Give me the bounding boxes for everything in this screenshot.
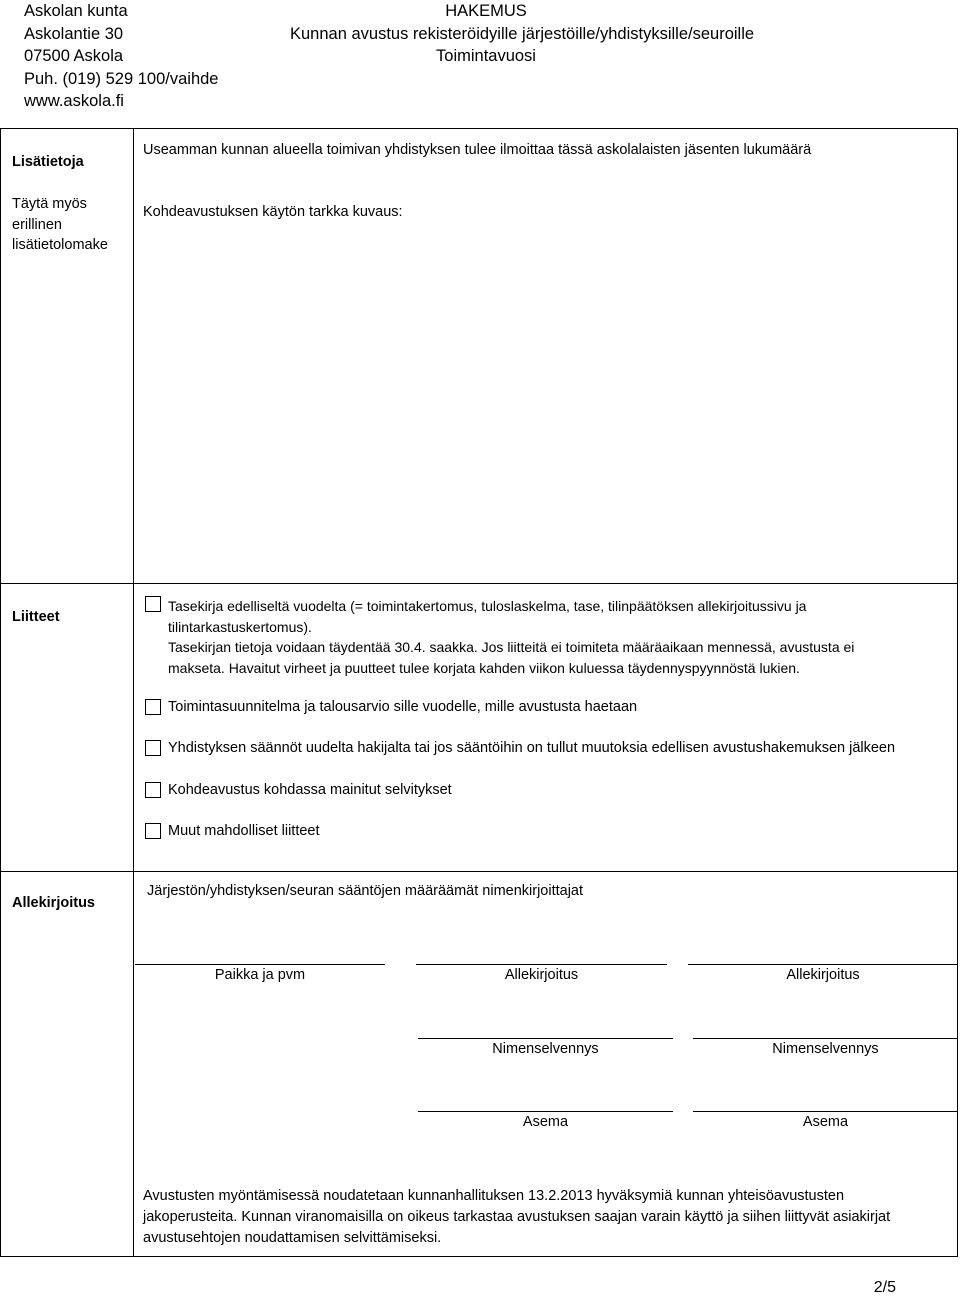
place-date-label: Paikka ja pvm <box>214 967 306 983</box>
position-label-1: Asema <box>522 1114 569 1130</box>
position-line-2[interactable] <box>693 1111 958 1112</box>
org-postal: 07500 Askola <box>24 47 124 66</box>
name-clarification-line-1[interactable] <box>418 1038 673 1039</box>
position-line-1[interactable] <box>418 1111 673 1112</box>
note-line: lisätietolomake <box>12 237 108 253</box>
position-label-2: Asema <box>802 1114 849 1130</box>
org-website: www.askola.fi <box>24 92 124 111</box>
section-label-liitteet: Liitteet <box>12 609 60 625</box>
signature-line-1[interactable] <box>416 964 667 965</box>
document-title: HAKEMUS <box>445 2 527 20</box>
attachment-text-line: Tasekirjan tietoja voidaan täydentää 30.4. saakka. Jos liitteitä ei toimiteta määräaikaan mennessä, avustusta ei <box>168 639 855 655</box>
notice-line: jakoperusteita. Kunnan viranomaisilla on oikeus tarkastaa avustuksen saajan varain käyttö ja siihen liittyvät asiakirjat <box>143 1208 891 1225</box>
attachment-action-plan-label: Toimintasuunnitelma ja talousarvio sille vuodelle, mille avustusta haetaan <box>168 699 638 715</box>
member-count-instruction: Useamman kunnan alueella toimivan yhdistyksen tulee ilmoittaa tässä askolalaisten jäsenten lukumäärä <box>143 142 812 158</box>
attachment-checkbox-financial-statements[interactable] <box>145 596 161 612</box>
row-divider-1 <box>1 583 957 584</box>
signatories-intro: Järjestön/yhdistyksen/seuran sääntöjen määräämät nimenkirjoittajat <box>147 883 584 899</box>
notice-line: Avustusten myöntämisessä noudatetaan kunnanhallituksen 13.2.2013 hyväksymiä kunnan yhteisöavustusten <box>143 1188 845 1204</box>
row-divider-2 <box>1 871 957 872</box>
attachment-checkbox-targeted-grant-reports[interactable] <box>145 782 161 798</box>
usage-description-field[interactable] <box>135 225 955 579</box>
page-number: 2/5 <box>873 1279 896 1296</box>
document-heading <box>290 0 755 68</box>
signature-label-2: Allekirjoitus <box>786 967 860 983</box>
attachment-checkbox-other[interactable] <box>145 823 161 839</box>
attachment-text-line: Tasekirja edelliseltä vuodelta (= toimintakertomus, tuloslaskelma, tase, tilinpäätöksen allekirjoitussivu ja <box>168 598 807 614</box>
signature-line-2[interactable] <box>688 964 958 965</box>
attachment-bylaws-label: Yhdistyksen säännöt uudelta hakijalta tai jos sääntöihin on tullut muutoksia edellisen avustushakemuksen jälkeen <box>168 740 896 756</box>
year-label: Toimintavuosi <box>436 47 536 66</box>
note-line: erillinen <box>12 216 62 233</box>
section-label-lisatietoja: Lisätietoja <box>12 154 84 170</box>
org-phone: Puh. (019) 529 100/vaihde <box>24 69 219 88</box>
usage-description-label: Kohdeavustuksen käytön tarkka kuvaus: <box>143 204 403 220</box>
org-street: Askolantie 30 <box>24 24 124 43</box>
notice-line: avustusehtojen noudattamisen selvittämiseksi. <box>143 1229 442 1246</box>
application-form-table <box>0 128 958 1257</box>
attachment-text-line: makseta. Havaitut virheet ja puutteet tulee korjata kahden viikon kuluessa täydennyspyynnöstä lukien. <box>168 659 800 676</box>
attachment-text-line: tilintarkastuskertomus). <box>168 618 312 635</box>
signature-label-1: Allekirjoitus <box>504 967 579 983</box>
name-clarification-label-1: Nimenselvennys <box>492 1041 599 1057</box>
organization-address <box>24 0 218 113</box>
column-divider <box>133 129 134 1256</box>
attachment-other-label: Muut mahdolliset liitteet <box>168 823 320 839</box>
document-subtitle: Kunnan avustus rekisteröidyille järjestöille/yhdistyksille/seuroille <box>290 24 755 43</box>
attachment-targeted-grant-label: Kohdeavustus kohdassa mainitut selvitykset <box>168 782 452 798</box>
attachment-checkbox-action-plan[interactable] <box>145 699 161 715</box>
attachment-checkbox-bylaws[interactable] <box>145 740 161 756</box>
name-clarification-line-2[interactable] <box>693 1038 958 1039</box>
org-name: Askolan kunta <box>24 2 128 20</box>
section-label-allekirjoitus: Allekirjoitus <box>12 895 95 911</box>
note-line: Täytä myös <box>12 196 87 212</box>
additional-form-note <box>12 194 108 256</box>
attachment-financial-statements-text <box>168 596 938 678</box>
place-date-line[interactable] <box>135 964 385 965</box>
name-clarification-label-2: Nimenselvennys <box>772 1041 879 1057</box>
grant-terms-notice <box>143 1186 943 1248</box>
